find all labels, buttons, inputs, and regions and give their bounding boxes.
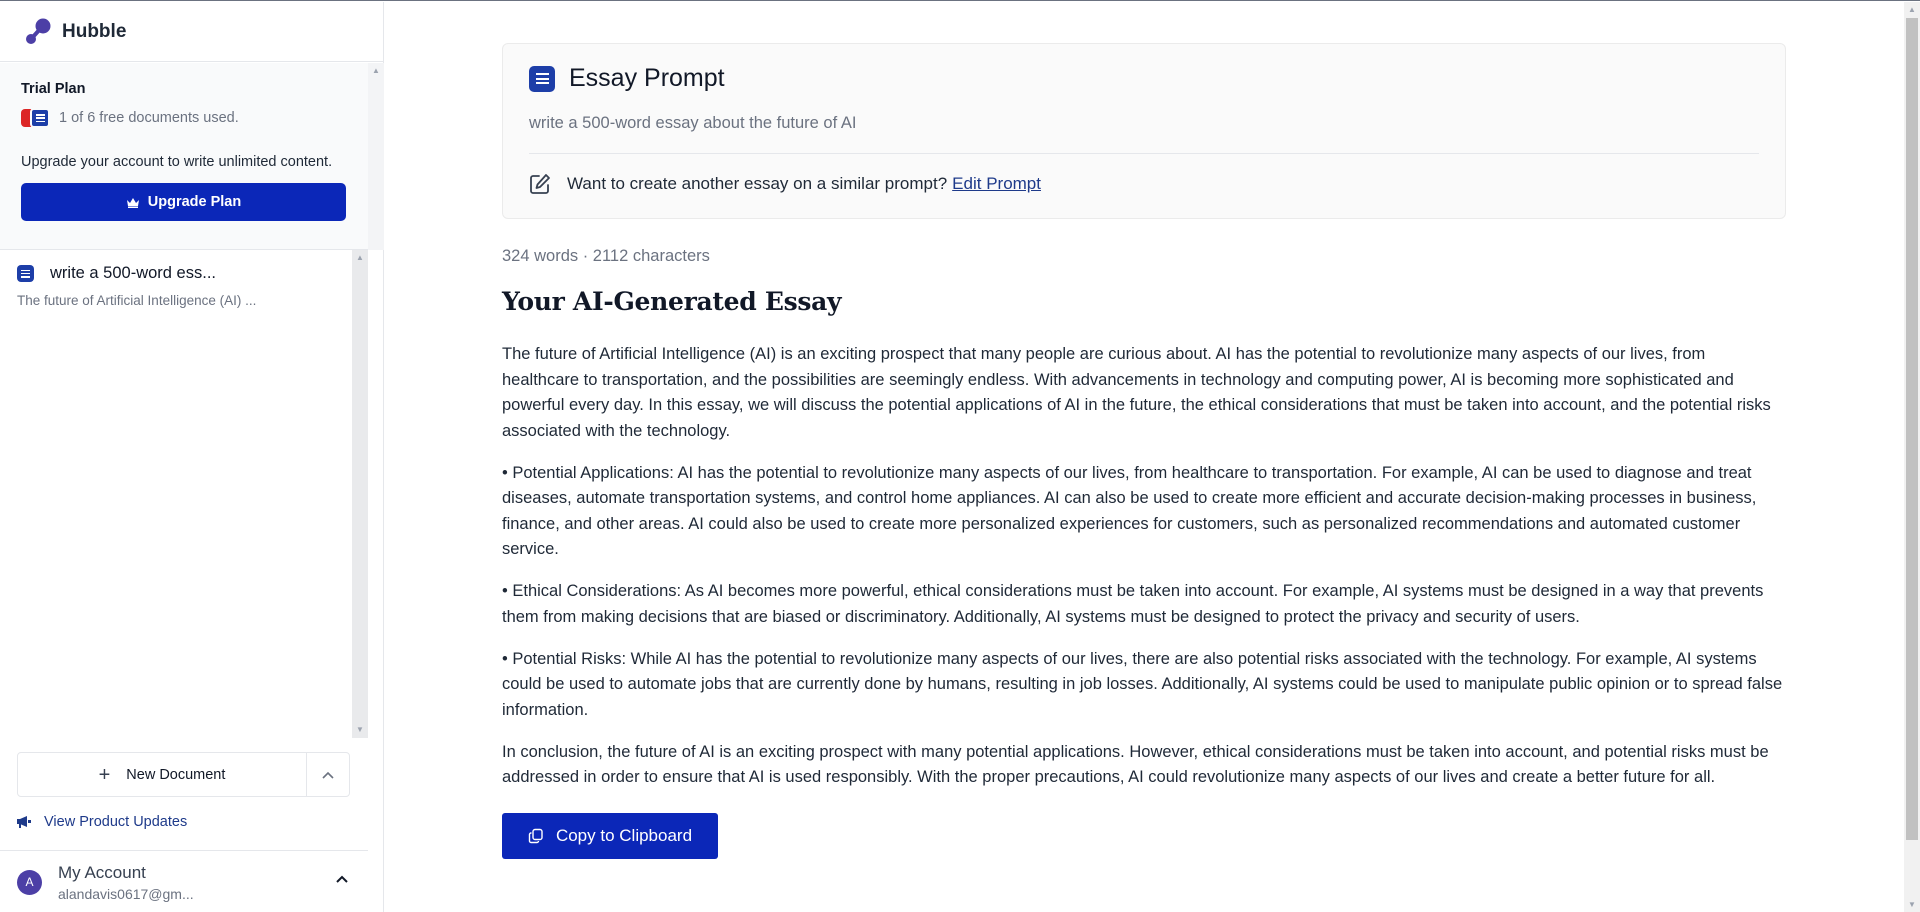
sidebar — [0, 2, 384, 912]
essay-title: Your AI-Generated Essay — [502, 287, 842, 316]
essay-paragraph: In conclusion, the future of AI is an exciting prospect with many potential applications. However, ethical considerations must be taken into account, and potential risks must be addressed in order to ensure that AI is used responsibly. With the proper precautions, AI could revolutionize many aspects of our lives and create a better future for all. — [502, 742, 1769, 786]
chevron-up-icon — [322, 771, 334, 779]
view-product-updates-link[interactable] — [17, 814, 187, 830]
upgrade-text: Upgrade your account to write unlimited content. — [21, 154, 333, 170]
usage-row — [21, 108, 347, 128]
essay-paragraph: • Potential Risks: While AI has the potential to revolutionize many aspects of our lives, there are also potential risks associated with the technology. For example, AI systems could be used to automate jobs that are currently done by humans, resulting in job losses. Additionally, AI systems could be used to manipulate public opinion or to spread false information. — [502, 649, 1783, 719]
new-document-label: New Document — [126, 766, 226, 783]
new-document-control — [17, 752, 350, 797]
essay-stats: 324 words · 2112 characters — [502, 247, 710, 265]
upgrade-plan-label: Upgrade Plan — [147, 194, 242, 210]
my-account-menu[interactable] — [0, 850, 368, 912]
product-updates-label: View Product Updates — [44, 814, 188, 830]
document-icon — [529, 66, 555, 92]
prompt-text: write a 500-word essay about the future of AI — [529, 114, 857, 132]
app-name: Hubble — [62, 20, 127, 42]
chevron-up-icon — [336, 875, 348, 883]
hubble-logo-icon — [24, 18, 52, 46]
upgrade-plan-button[interactable] — [21, 183, 346, 221]
usage-text: 1 of 6 free documents used. — [59, 110, 239, 126]
crown-icon — [126, 197, 140, 208]
main-scrollbar[interactable]: ▲ ▼ — [1904, 2, 1920, 912]
document-usage-icon — [21, 108, 51, 128]
edit-prompt-cta-text: Want to create another essay on a similar prompt? — [567, 174, 948, 193]
edit-prompt-link[interactable]: Edit Prompt — [952, 174, 1041, 193]
copy-to-clipboard-label: Copy to Clipboard — [555, 826, 693, 845]
essay-paragraph: The future of Artificial Intelligence (AI) is an exciting prospect that many people are curious about. AI has the potential to revolutionize many aspects of our lives, from healthcare to transportation, and the possibilities are seemingly endless. With advancements in technology and computing power, AI is becoming more sophisticated and powerful every day. In this essay, we will discuss the potential applications of AI in the future, the ethical considerations that must be taken into account, and the potential risks associated with the technology. — [502, 345, 1771, 440]
megaphone-icon — [17, 816, 31, 828]
account-label: My Account — [58, 862, 146, 882]
copy-to-clipboard-button[interactable] — [502, 813, 718, 859]
divider — [529, 153, 1759, 154]
edit-icon — [529, 173, 551, 195]
new-document-button[interactable] — [18, 753, 306, 796]
document-icon — [17, 265, 34, 282]
main-scrollbar-thumb[interactable] — [1906, 18, 1918, 840]
document-title: write a 500-word ess... — [50, 264, 216, 282]
essay-paragraph: • Potential Applications: AI has the potential to revolutionize many aspects of our lives, from healthcare to transportation. For example, AI can be used to diagnose and treat diseases, automate transportation systems, and control home appliances. AI can also be used to create more efficient and accurate decision-making processes in business, finance, and other areas. AI could also be used to create more personalized experiences for customers, such as personalized recommendations and automated customer service. — [502, 463, 1757, 558]
account-email: alandavis0617@gm... — [58, 885, 194, 902]
new-document-options-button[interactable] — [306, 753, 349, 796]
essay-body — [502, 342, 1786, 807]
essay-prompt-card — [502, 43, 1786, 219]
documents-scrollbar[interactable]: ▲ ▼ — [352, 250, 368, 738]
main-content — [502, 1, 1786, 912]
document-snippet: The future of Artificial Intelligence (AI) ... — [17, 293, 257, 308]
essay-paragraph: • Ethical Considerations: As AI becomes more powerful, ethical considerations must be taken into account. For example, AI systems must be designed in a way that prevents them from making decisions that are biased or discriminatory. Additionally, AI systems must be designed to protect the privacy and security of users. — [502, 582, 1764, 626]
trial-plan-panel — [0, 63, 368, 250]
document-list-item[interactable] — [17, 264, 347, 308]
plus-icon: + — [98, 763, 111, 786]
trial-scrollbar[interactable]: ▲ — [368, 63, 384, 250]
logo-bar[interactable] — [0, 2, 383, 62]
avatar: A — [17, 870, 42, 895]
copy-icon — [528, 828, 544, 844]
prompt-card-title: Essay Prompt — [569, 64, 725, 92]
trial-plan-title: Trial Plan — [21, 81, 86, 97]
